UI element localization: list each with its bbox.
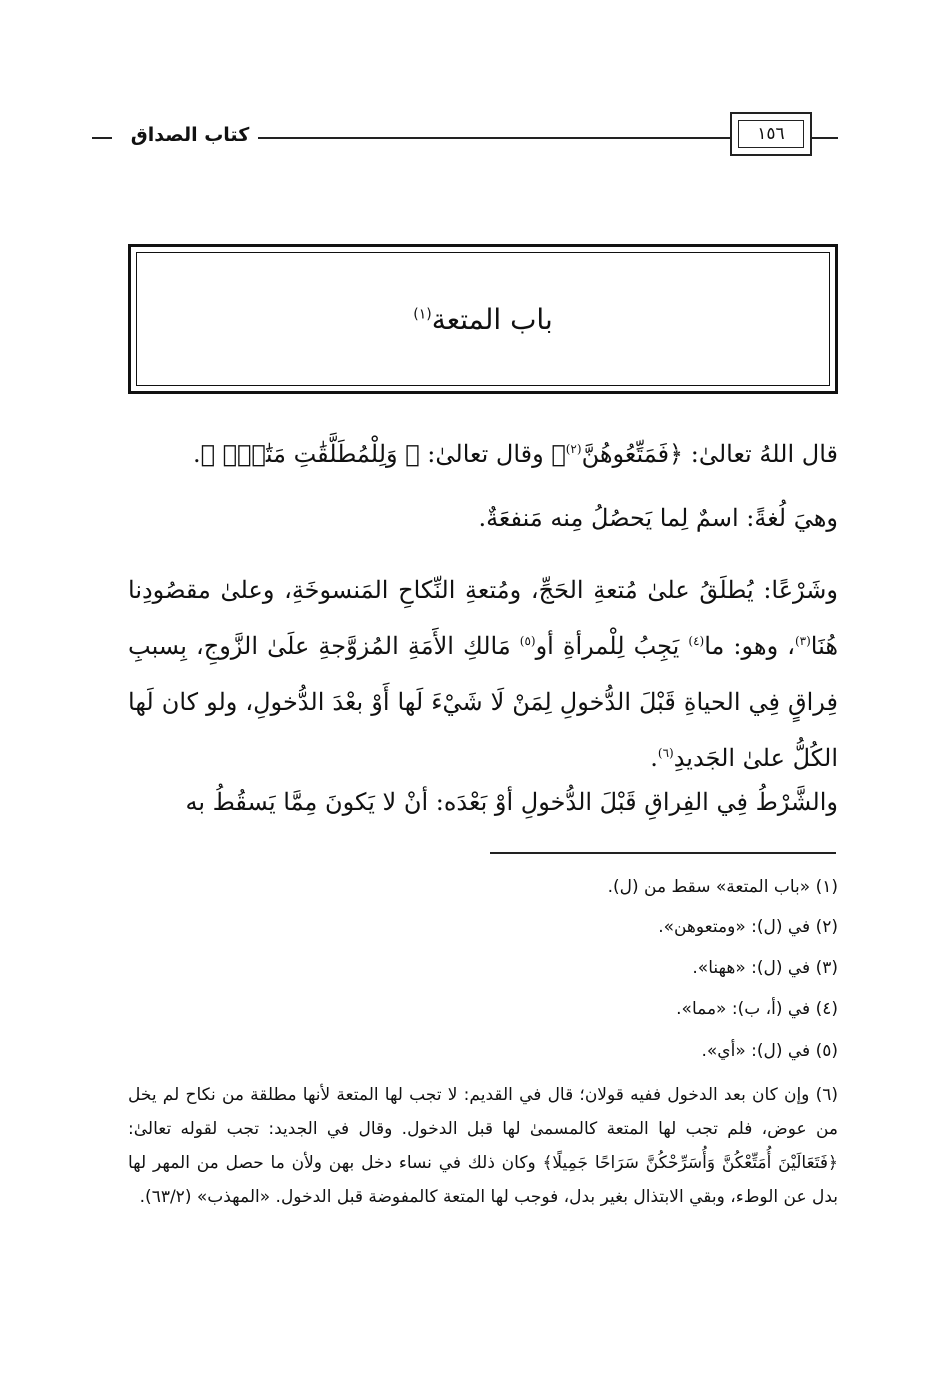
page-number: ١٥٦ [757, 123, 785, 144]
footnote-ref: (٣) [794, 634, 811, 648]
footnote-separator [490, 852, 836, 854]
header-left-dash [92, 137, 112, 139]
paragraph-text: قال اللهُ تعالىٰ: ﴿فَمَتِّعُوهُنَّ [581, 440, 838, 468]
paragraph-text: مَالكِ الأَمَةِ المُزوَّجةِ علَىٰ الزَّوجِ، بِسببِ فِراقٍ فِي الحياةِ قَبْلَ الدُّخولِ لِمَنْ لَا شَيْءَ لَها أَوْ بعْدَ الدُّخولِ، ولو كان لَها الكُلُّ علىٰ الجَديدِ [128, 632, 838, 772]
paragraph-linguistic-definition [128, 498, 838, 538]
paragraph-text: . [650, 744, 658, 772]
footnote-2: (٢) في (ل): «ومتعوهن». [658, 917, 838, 937]
footnote-ref: (١) [413, 306, 432, 323]
footnote-3: (٣) في (ل): «ههنا». [692, 958, 838, 978]
paragraph-legal-definition [128, 562, 838, 786]
footnote-6: (٦) وإن كان بعد الدخول ففيه قولان؛ قال في القديم: لا تجب لها المتعة لأنها مطلقة من نكاح لم يخل من عوض، فلم تجب لها المتعة كالمسمىٰ لها قبل الدخول. وقال في الجديد: تجب لقوله تعالىٰ: ﴿فَتَعَالَيْنَ أُمَتِّعْكُنَّ وَأُسَرِّحْكُنَّ سَرَاحًا جَمِيلًا﴾ وكان ذلك في نساء دخل بهن ولأن ما حصل من المهر لها بدل عن الوطء، وبقي الابتذال بغير بدل، فوجب لها المتعة كالمفوضة قبل الدخول. «المهذب» (٦٣/٢). [128, 1085, 838, 1207]
paragraph-quran-citation [128, 434, 838, 474]
footnote-ref: (٦) [657, 746, 674, 760]
page-number-inner-frame [738, 120, 804, 148]
footnote-ref: (٥) [519, 634, 536, 648]
header-right-dash [812, 137, 838, 139]
chapter-title [413, 303, 553, 336]
footnote-ref: (٤) [688, 634, 705, 648]
paragraph-text: وشَرْعًا: يُطلَقُ علىٰ مُتعةِ الحَجِّ، ومُتعةِ النِّكاحِ المَنسوخَةِ، وعلىٰ مقصُودِنا هُنَا [128, 576, 839, 660]
page-number-box [730, 112, 812, 156]
paragraph-text: يَجِبُ لِلْمرأةِ أو [535, 632, 689, 660]
paragraph-text: ﴾ وقال تعالىٰ: ﴿ وَلِلْمُطَلَّقَٰتِ مَتَٰعٌۢ ﴾. [192, 440, 566, 468]
chapter-heading-inner-frame [136, 252, 830, 386]
paragraph-condition [128, 782, 838, 822]
paragraph-text: والشَّرْطُ فِي الفِراقِ قَبْلَ الدُّخولِ أوْ بَعْدَه: أنْ لا يَكونَ مِمَّا يَسقُطُ به [185, 788, 838, 816]
header-rule [258, 137, 730, 139]
paragraph-text: وهيَ لُغةً: اسمٌ لِما يَحصُلُ مِنه مَنفعَةٌ. [478, 504, 838, 532]
running-header-title: كتاب الصداق [130, 124, 250, 146]
paragraph-text: ، وهو: ما [704, 632, 795, 660]
chapter-heading-frame [128, 244, 838, 394]
footnote-1: (١) «باب المتعة» سقط من (ل). [607, 877, 838, 897]
footnote-4: (٤) في (أ، ب): «مما». [676, 999, 838, 1019]
chapter-title-text: باب المتعة [431, 302, 553, 336]
footnote-ref: (٢) [565, 442, 582, 456]
footnote-5: (٥) في (ل): «أي». [701, 1041, 838, 1061]
